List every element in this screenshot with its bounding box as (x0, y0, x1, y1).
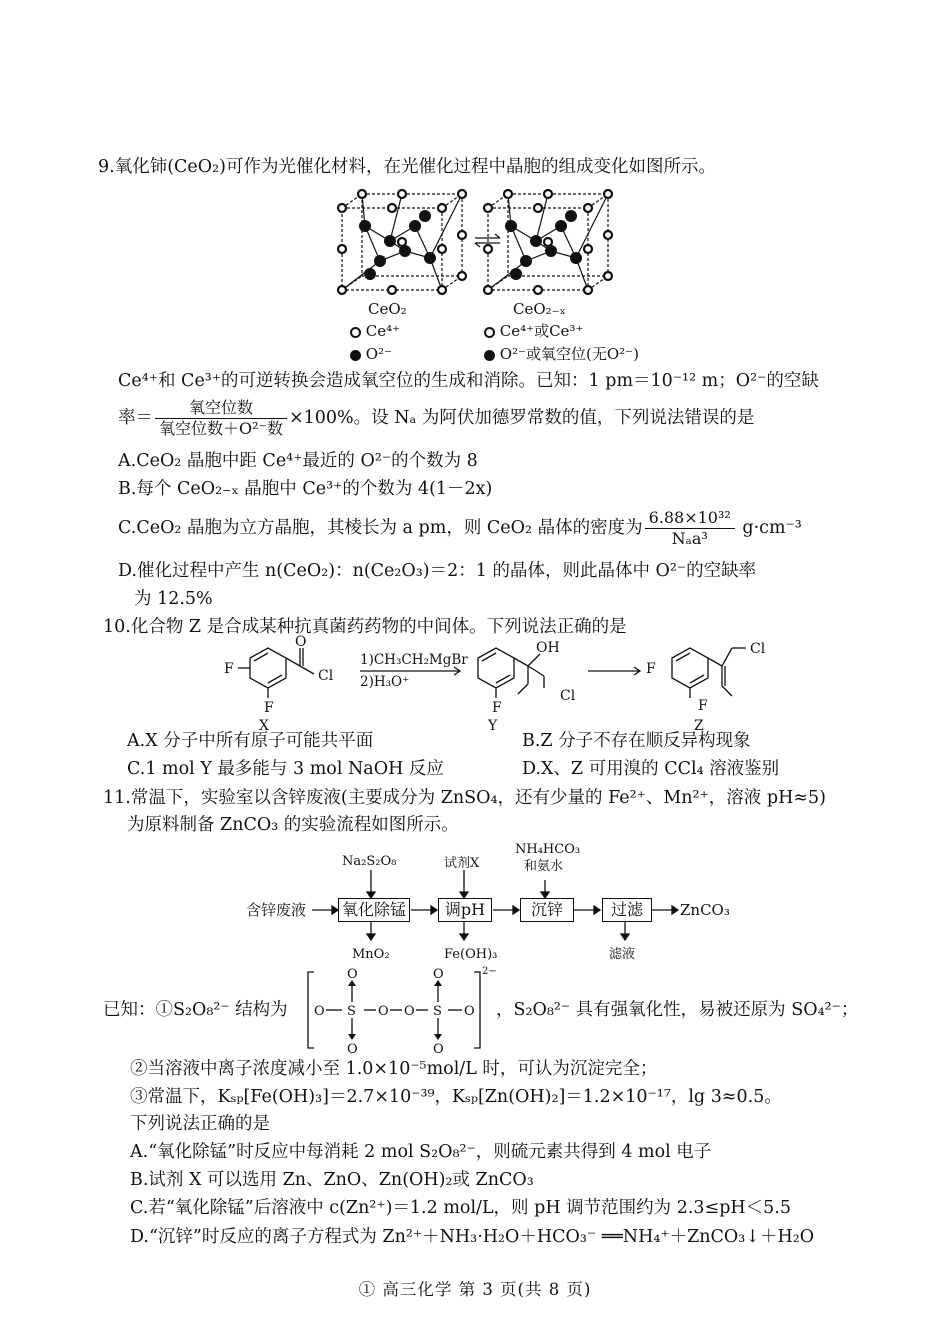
q9-option-d1: D.催化过程中产生 n(CeO₂)：n(Ce₂O₃)＝2：1 的晶体，则此晶体中 O²⁻的空缺率 (118, 561, 757, 581)
q11-option-a: A.“氧化除锰”时反应中每消耗 2 mol S₂O₈²⁻，则硫元素共得到 4 mol 电子 (130, 1142, 712, 1162)
q9-text2: 率＝ $\frac{\text{氧空位数}}{\text{氧空位数＋O²⁻数}}$ ×100%。设 Nₐ 为阿伏加德罗常数的值，下列说法错误的是 (118, 398, 755, 438)
q9-option-b: B.每个 CeO₂₋ₓ 晶胞中 Ce³⁺的个数为 4(1－2x) (118, 479, 493, 499)
z-f-atom: F (646, 661, 656, 677)
svg-text:O: O (433, 967, 444, 982)
svg-text:O: O (464, 1004, 475, 1019)
reagent-2: 2)H₃O⁺ (360, 674, 410, 690)
q11-known-1-post: ，S₂O₈²⁻ 具有强氧化性，易被还原为 SO₄²⁻； (496, 1000, 859, 1020)
x-benzene-ring (250, 648, 286, 688)
filled-circle-icon (484, 350, 495, 361)
legend-left-1: Ce⁴⁺ (350, 320, 400, 342)
q10-option-b: B.Z 分子不存在顺反异构现象 (522, 731, 751, 751)
q11-option-b: B.试剂 X 可以选用 Zn、ZnO、Zn(OH)₂或 ZnCO₃ (130, 1170, 534, 1190)
flow-step-precipitate: 沉锌 (520, 898, 574, 922)
q10-option-d: D.X、Z 可用溴的 CCl₄ 溶液鉴别 (522, 759, 780, 779)
q10-stem: 10.化合物 Z 是合成某种抗真菌药药物的中间体。下列说法正确的是 (103, 617, 627, 637)
z-benzene-ring (672, 648, 708, 688)
fig-left-label: CeO₂ (368, 300, 407, 318)
q11-option-d: D.“沉锌”时反应的离子方程式为 Zn²⁺＋NH₃·H₂O＋HCO₃⁻ ══NH₄⁺＋ZnCO₃↓＋H₂O (130, 1227, 815, 1247)
svg-text:S: S (347, 1004, 356, 1019)
x-f-atom: F (224, 661, 234, 677)
y-f-atom: F (492, 700, 502, 716)
label-z: Z (694, 718, 704, 734)
q11-known-3: ③常温下，Kₛₚ[Fe(OH)₃]＝2.7×10⁻³⁹，Kₛₚ[Zn(OH)₂]＝1.2×10⁻¹⁷，lg 3≈0.5。 (130, 1087, 782, 1107)
x-cl-atom: Cl (318, 668, 334, 684)
svg-text:O: O (347, 967, 358, 982)
filled-circle-icon (350, 350, 361, 361)
label-y: Y (488, 718, 498, 734)
svg-text:S: S (433, 1004, 442, 1019)
svg-text:O: O (347, 1042, 358, 1057)
legend-left-2: O²⁻ (350, 343, 392, 365)
x-f2-atom: F (264, 700, 274, 716)
q9-text1: Ce⁴⁺和 Ce³⁺的可逆转换会造成氧空位的生成和消除。已知：1 pm＝10⁻¹² m；O²⁻的空缺 (118, 371, 819, 391)
q11-option-c: C.若“氧化除锰”后溶液中 c(Zn²⁺)＝1.2 mol/L，则 pH 调节范围约为 2.3≤pH＜5.5 (130, 1198, 791, 1218)
flow-reagent-1: Na₂S₂O₈ (342, 854, 397, 869)
flow-reagent-3b: 和氨水 (524, 859, 564, 874)
q11-known-2: ②当溶液中离子浓度减小至 1.0×10⁻⁵mol/L 时，可认为沉淀完全； (130, 1059, 658, 1079)
q9-option-d2: 为 12.5% (134, 589, 213, 609)
reagent-1: 1)CH₃CH₂MgBr (360, 652, 468, 668)
hollow-circle-icon (484, 327, 495, 338)
q10-option-a: A.X 分子中所有原子可能共平面 (127, 731, 374, 751)
reaction-scheme (210, 634, 770, 734)
q11-stem-1: 11.常温下，实验室以含锌废液(主要成分为 ZnSO₄，还有少量的 Fe²⁺、Mn²⁺，溶液 pH≈5) (103, 788, 826, 808)
vacancy-ratio-fraction: $\frac{\text{氧空位数}}{\text{氧空位数＋O²⁻数}}$ (155, 398, 287, 439)
flow-step-adjust-ph: 调pH (438, 898, 492, 922)
q10-option-c: C.1 mol Y 最多能与 3 mol NaOH 反应 (127, 759, 444, 779)
q11-ask: 下列说法正确的是 (130, 1114, 270, 1134)
y-oh-group: OH (536, 640, 560, 656)
page-footer: ① 高三化学 第 3 页(共 8 页) (358, 1280, 592, 1299)
svg-text:O: O (433, 1042, 444, 1057)
svg-text:O: O (404, 1004, 415, 1019)
s2o8-structure (304, 962, 497, 1058)
legend-right-1: Ce⁴⁺或Ce³⁺ (484, 320, 583, 342)
q9-stem: 9.氧化铈(CeO₂)可作为光催化材料，在光催化过程中晶胞的组成变化如图所示。 (98, 157, 716, 177)
y-benzene-ring (478, 648, 514, 688)
density-fraction: $\frac{\text{6.88×10³²}}{\text{Nₐa³}}$ (645, 508, 735, 549)
flow-step-filter: 过滤 (602, 898, 652, 922)
hollow-circle-icon (350, 327, 361, 338)
legend-right-2: O²⁻或氧空位(无O²⁻) (484, 343, 639, 365)
svg-text:O: O (314, 1004, 325, 1019)
flow-input: 含锌废液 (246, 901, 307, 919)
flow-step-oxidize: 氧化除锰 (338, 898, 410, 922)
flow-reagent-3a: NH₄HCO₃ (515, 842, 581, 857)
svg-text:O: O (378, 1004, 389, 1019)
label-x: X (259, 718, 269, 734)
svg-text:2−: 2− (482, 966, 497, 977)
flow-byproduct-3: 滤液 (609, 947, 636, 962)
flow-output: ZnCO₃ (680, 901, 730, 919)
q9-option-c: C.CeO₂ 晶胞为立方晶胞，其棱长为 a pm，则 CeO₂ 晶体的密度为 $\frac{\text{6.88×10³²}}{\text{Nₐa³}}$ g·cm⁻³ (118, 508, 802, 548)
q11-known-1-pre: 已知：①S₂O₈²⁻ 结构为 (103, 1000, 288, 1020)
x-o-atom: O (295, 634, 307, 650)
q9-option-a: A.CeO₂ 晶胞中距 Ce⁴⁺最近的 O²⁻的个数为 8 (118, 451, 478, 471)
flow-reagent-2: 试剂X (444, 856, 480, 871)
flow-byproduct-2: Fe(OH)₃ (444, 947, 498, 962)
z-cl-atom: Cl (750, 641, 766, 657)
q11-stem-2: 为原料制备 ZnCO₃ 的实验流程如图所示。 (127, 815, 459, 835)
flow-byproduct-1: MnO₂ (352, 947, 390, 962)
y-cl-atom: Cl (560, 688, 576, 704)
z-f2-atom: F (698, 698, 708, 714)
fig-right-label: CeO₂₋ₓ (513, 300, 566, 318)
